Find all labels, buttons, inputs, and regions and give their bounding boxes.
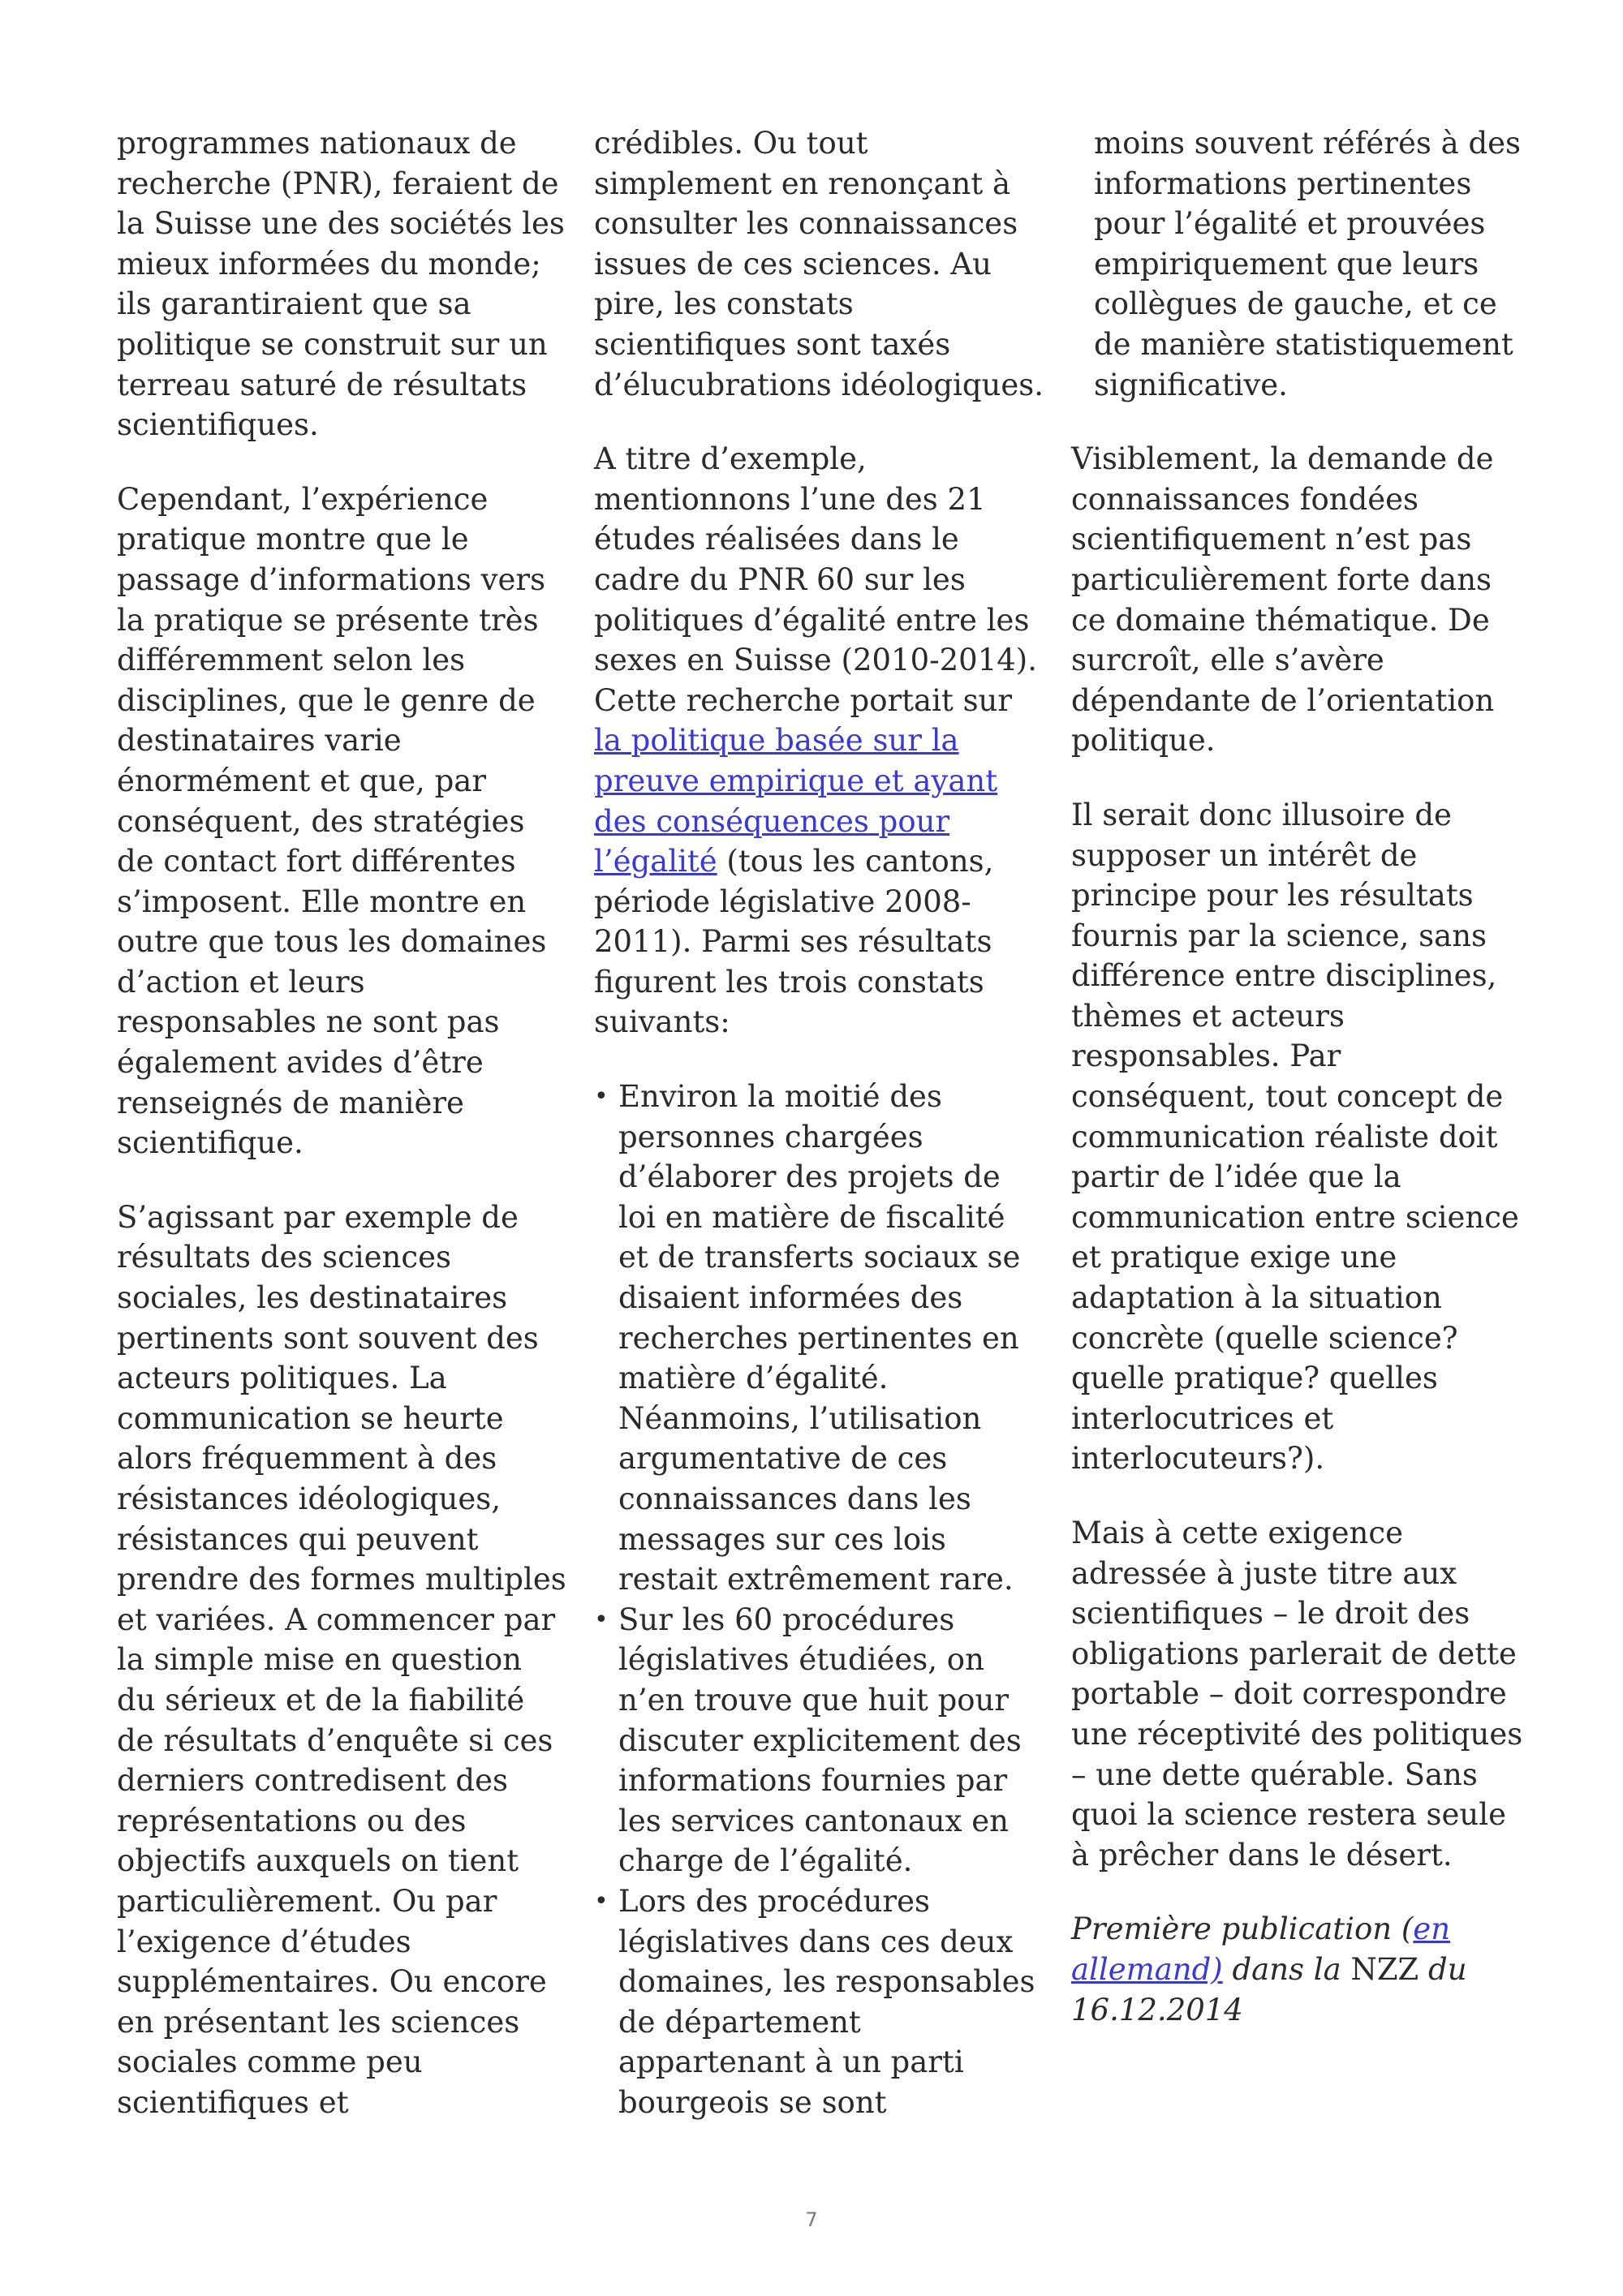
publication-note: [1071, 1909, 1526, 2030]
newspaper-name: NZZ: [1350, 1951, 1419, 1987]
paragraph-text: A titre d’exemple, mentionnons l’une des 21 études réalisées dans le cadre du PNR 60 sur les politiques d’égalité entre les sexes en Suisse (2010-2014). Cette recherche portait sur: [594, 441, 1037, 718]
text-column-1: [117, 123, 567, 2157]
text-column-3: [1071, 123, 1526, 2064]
paragraph: programmes nationaux de recherche (PNR), feraient de la Suisse une des sociétés les mieux informées du monde; ils garantiraient que sa politique se construit sur un terreau saturé de résultats scientifiques.: [117, 126, 565, 443]
list-item: • Environ la moitié des personnes chargées d’élaborer des projets de loi en matière de fiscalité et de transferts sociaux se disaient informées des recherches pertinentes en matière d’égalité. Néanmoins, l’utilisation argumentative de ces connaissances dans les messages sur ces lois restait extrêmement rare.: [594, 1077, 1044, 1600]
list-item: • Lors des procédures législatives dans ces deux domaines, les responsables de département appartenant à un parti bourgeois se sont: [594, 1881, 1044, 2123]
paragraph: Il serait donc illusoire de supposer un intérêt de principe pour les résultats fournis par la science, sans différence entre disciplines, thèmes et acteurs responsables. Par conséquent, tout concept de communication réaliste doit partir de l’idée que la communication entre science et pratique exige une adaptation à la situation concrète (quelle science? quelle pratique? quelles interlocutrices et interlocuteurs?).: [1071, 797, 1519, 1477]
paragraph: Visiblement, la demande de connaissances fondées scientifiquement n’est pas particulièrement forte dans ce domaine thématique. De surcroît, elle s’avère dépendante de l’orientation politique.: [1071, 441, 1495, 759]
list-item-continuation: moins souvent référés à des informations pertinentes pour l’égalité et prouvées empiriquement que leurs collègues de gauche, et ce de manière statistiquement significative.: [1094, 126, 1522, 402]
pub-text: dans la: [1222, 1951, 1351, 1987]
paragraph: crédibles. Ou tout simplement en renonçant à consulter les connaissances issues de ces sciences. Au pire, les constats scientifiques sont taxés d’élucubrations idéologiques.: [594, 126, 1044, 402]
paragraph: Cependant, l’expérience pratique montre que le passage d’informations vers la pratique se présente très différemment selon les disciplines, que le genre de destinataires varie énormément et que, par conséquent, des stratégies de contact fort différentes s’imposent. Elle montre en outre que tous les domaines d’action et leurs responsables ne sont pas également avides d’être renseignés de manière scientifique.: [117, 481, 547, 1161]
page-number: 7: [805, 2208, 818, 2231]
pub-text: du 16.12.2014: [1071, 1951, 1467, 2027]
german-version-link[interactable]: en allemand): [1071, 1911, 1451, 1987]
paragraph-text: (tous les cantons, période législative 2008-2011). Parmi ses résultats figurent les trois constats suivants:: [594, 844, 994, 1040]
paragraph: Mais à cette exigence adressée à juste titre aux scientifiques – le droit des obligations parlerait de dette portable – doit correspondre une réceptivité des politiques – une dette quérable. Sans quoi la science restera seule à prêcher dans le désert.: [1071, 1516, 1523, 1872]
paragraph: S’agissant par exemple de résultats des sciences sociales, les destinataires pertinents sont souvent des acteurs politiques. La communication se heurte alors fréquemment à des résistances idéologiques, résistances qui peuvent prendre des formes multiples et variées. A commencer par la simple mise en question du sérieux et de la fiabilité de résultats d’enquête si ces derniers contredisent des représentations ou des objectifs auxquels on tient particulièrement. Ou par l’exigence d’études supplémentaires. Ou encore en présentant les sciences sociales comme peu scientifiques et: [117, 1199, 566, 2120]
pub-text: Première publication (: [1071, 1911, 1414, 1947]
list-item: • Sur les 60 procédures législatives étudiées, on n’en trouve que huit pour discuter explicitement des informations fournies par les services cantonaux en charge de l’égalité.: [594, 1600, 1044, 1881]
study-link[interactable]: la politique basée sur la preuve empirique et ayant des conséquences pour l’égalité: [594, 723, 998, 879]
text-column-2: [594, 123, 1044, 2123]
paragraph-with-link: [594, 439, 1044, 1043]
findings-list: [594, 1077, 1044, 2122]
